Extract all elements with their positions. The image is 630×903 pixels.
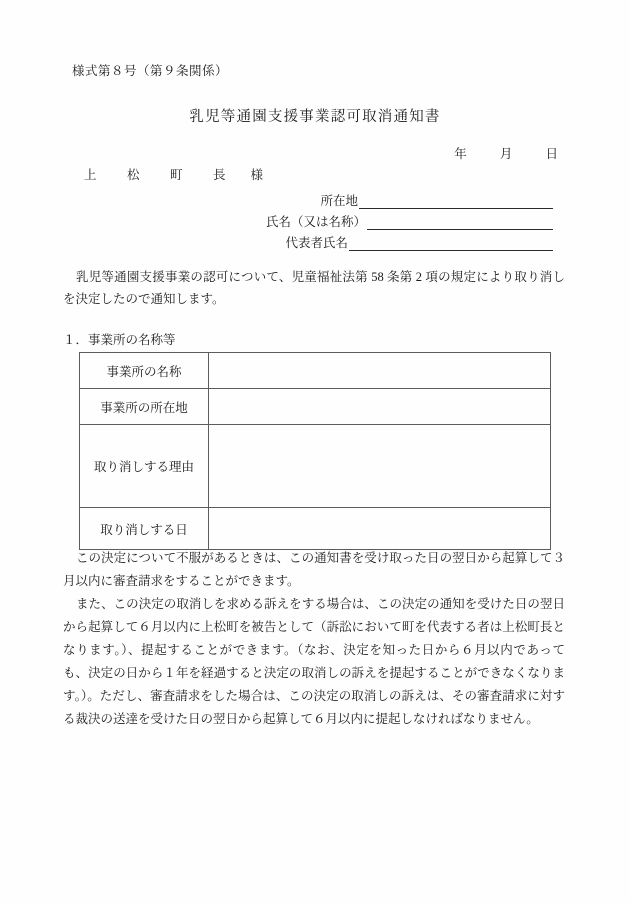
table-value-business-address[interactable] [209,389,551,425]
table-label-revocation-reason: 取り消しする理由 [80,425,209,508]
table-label-business-address: 事業所の所在地 [80,389,209,425]
notice-paragraph-appeal: この決定について不服があるときは、この通知書を受け取った日の翌日から起算して３月以内に審査請求をすることができます。 [63,551,565,588]
section-heading-business-info: １．事業所の名称等 [63,333,176,347]
sender-fields [260,188,553,251]
body-paragraph: 乳児等通園支援事業の認可について、児童福祉法第 58 条第 2 項の規定により取り消しを決定したので通知します。 [63,270,565,306]
table-value-revocation-reason[interactable] [209,425,551,508]
addressee-name: 上 松 町 長 [84,168,235,182]
table-value-revocation-date[interactable] [209,508,551,550]
form-number: 様式第８号（第９条関係） [72,64,229,78]
business-info-table [79,352,551,550]
notice-paragraph-litigation: また、この決定の取消しを求める訴えをする場合は、この決定の通知を受けた日の翌日から起算して６月以内に上松町を被告として（訴訟において町を代表する者は上松町長となります。）、提起することができます。（なお、決定を知った日から６月以内であっても、決定の日から１年を経過すると決定の取消しの訴えを提起することができなくなります。）。ただし、審査請求をした場合は、この決定の取消しの訴えは、その審査請求に対する裁決の送達を受けた日の翌日から起算して６月以内に提起しなければなりません。 [63,597,565,726]
addressee-honorific: 様 [250,168,264,182]
table-row [80,425,551,508]
table-row [80,353,551,389]
date-month-label: 月 [499,147,513,161]
table-row [80,389,551,425]
date-line [0,144,558,162]
table-label-business-name: 事業所の名称 [80,353,209,389]
sender-address-label: 所在地 [320,193,358,208]
addressee-line [84,165,263,183]
sender-field-representative [260,230,553,251]
sender-field-name [260,209,553,230]
sender-name-input[interactable] [367,213,553,230]
sender-address-input[interactable] [359,192,553,209]
table-row [80,508,551,550]
sender-name-label: 氏名（又は名称） [265,214,366,229]
sender-field-address [260,188,553,209]
sender-representative-input[interactable] [349,234,553,251]
date-day-label: 日 [545,147,558,161]
table-label-revocation-date: 取り消しする日 [80,508,209,550]
table-value-business-name[interactable] [209,353,551,389]
sender-representative-label: 代表者氏名 [285,235,348,250]
document-title: 乳児等通園支援事業認可取消通知書 [189,109,441,125]
date-year-label: 年 [454,147,467,161]
